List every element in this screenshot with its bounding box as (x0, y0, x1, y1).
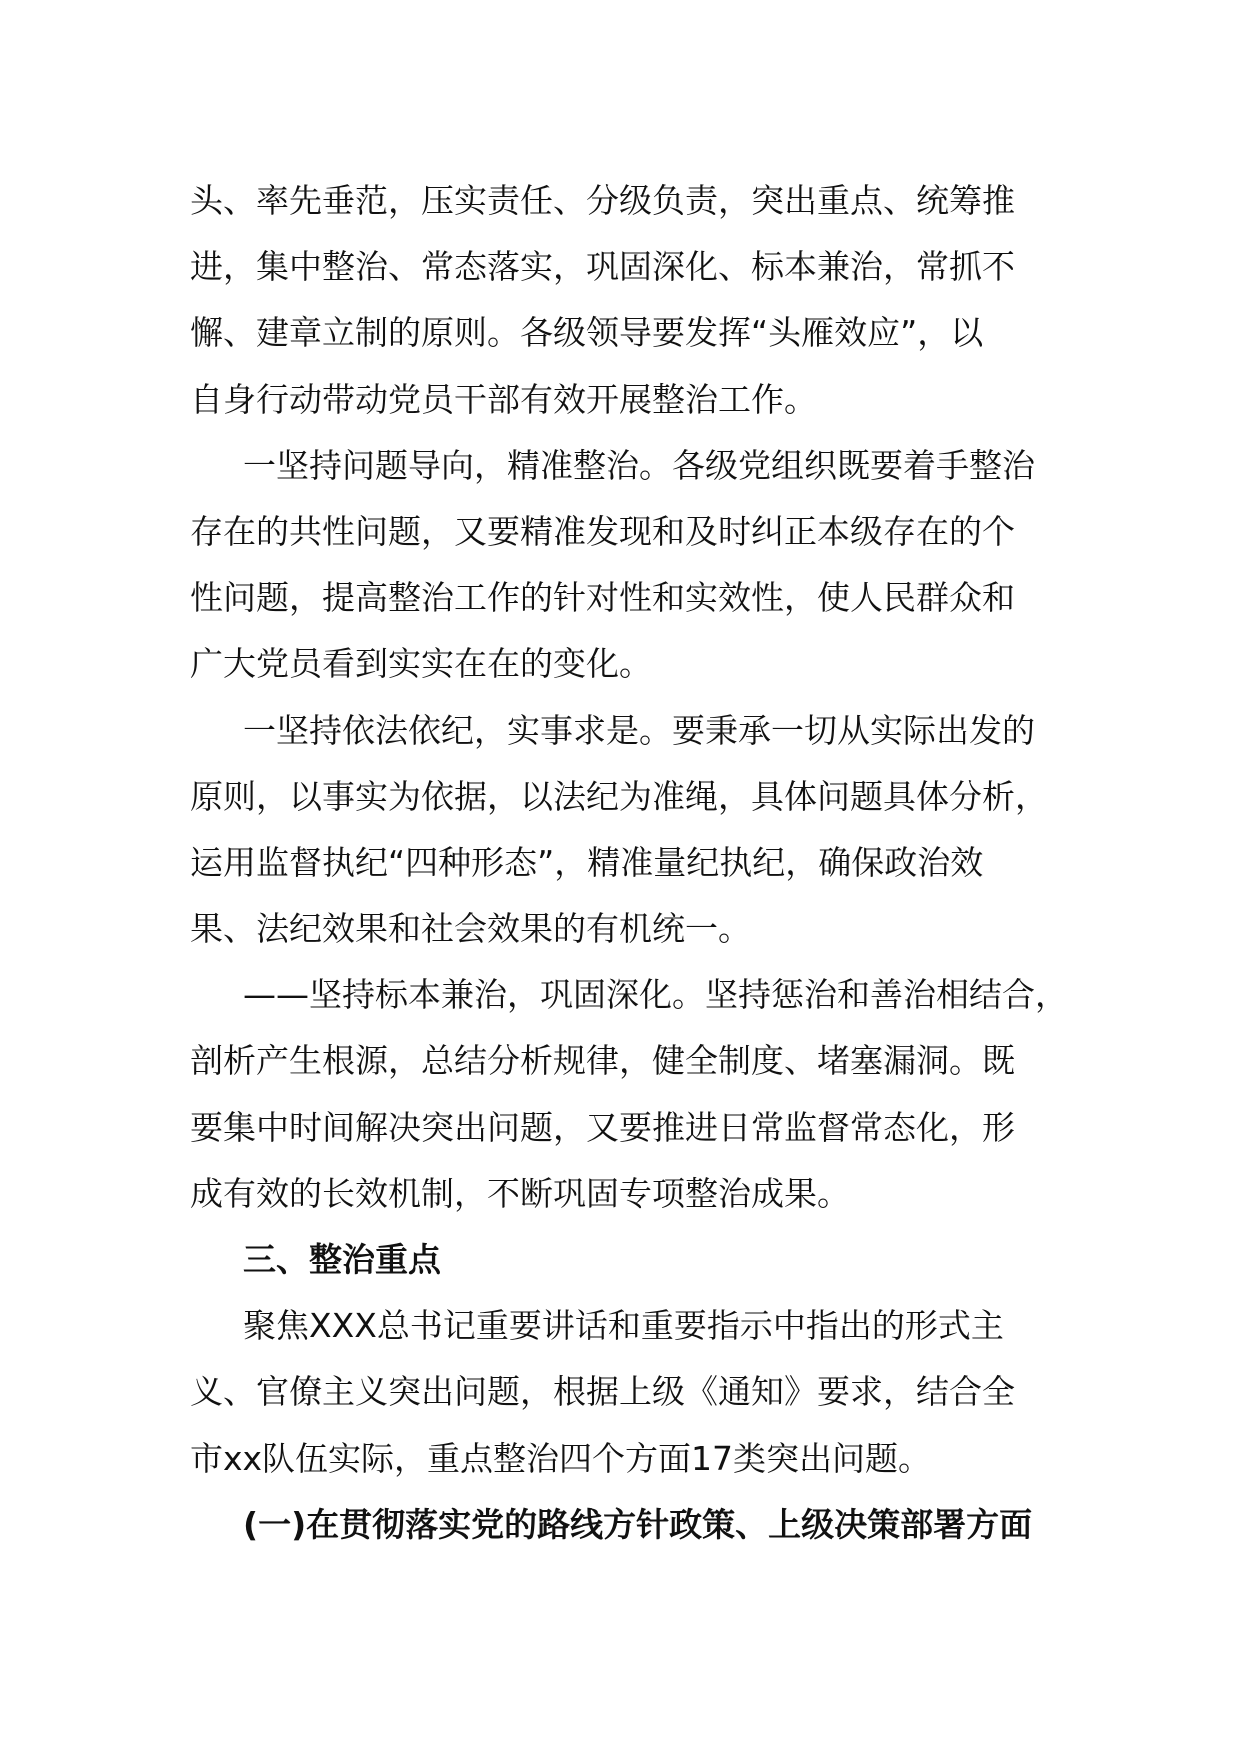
paragraph-first-line: 聚焦XXX总书记重要讲话和重要指示中指出的形式主 (243, 1306, 1004, 1346)
text-line: 存在的共性问题，又要精准发现和及时纠正本级存在的个 (190, 511, 1015, 551)
section-heading: 三、整治重点 (243, 1240, 441, 1279)
text-line: 进，集中整治、常态落实，巩固深化、标本兼治，常抓不 (190, 247, 1015, 287)
text-line: 市xx队伍实际，重点整治四个方面17类突出问题。 (190, 1438, 932, 1478)
text-line: 剖析产生根源，总结分析规律，健全制度、堵塞漏洞。既 (190, 1041, 1015, 1081)
text-line: 原则，以事实为依据，以法纪为准绳，具体问题具体分析， (190, 776, 1048, 816)
text-line: 要集中时间解决突出问题，又要推进日常监督常态化，形 (190, 1107, 1015, 1147)
text-line: 义、官僚主义突出问题，根据上级《通知》要求，结合全 (190, 1372, 1015, 1412)
body-text (190, 168, 1070, 1558)
text-line: 果、法纪效果和社会效果的有机统一。 (190, 909, 751, 949)
paragraph-first-line: 一坚持依法依纪，实事求是。要秉承一切从实际出发的 (243, 710, 1035, 750)
text-line: 懈、建章立制的原则。各级领导要发挥“头雁效应”，以 (190, 313, 984, 353)
text-line: 成有效的长效机制，不断巩固专项整治成果。 (190, 1173, 850, 1213)
text-line: 头、率先垂范，压实责任、分级负责，突出重点、统筹推 (190, 181, 1015, 220)
text-line: 性问题，提高整治工作的针对性和实效性，使人民群众和 (190, 578, 1015, 618)
subsection-heading: (一)在贯彻落实党的路线方针政策、上级决策部署方面 (243, 1504, 1033, 1544)
paragraph-first-line: ——坚持标本兼治，巩固深化。坚持惩治和善治相结合， (243, 975, 1068, 1015)
text-line: 运用监督执纪“四种形态”，精准量纪执纪，确保政治效 (190, 842, 984, 882)
paragraph-first-line: 一坚持问题导向，精准整治。各级党组织既要着手整治 (243, 445, 1035, 485)
text-line: 自身行动带动党员干部有效开展整治工作。 (190, 379, 817, 419)
text-line: 广大党员看到实实在在的变化。 (190, 644, 652, 684)
